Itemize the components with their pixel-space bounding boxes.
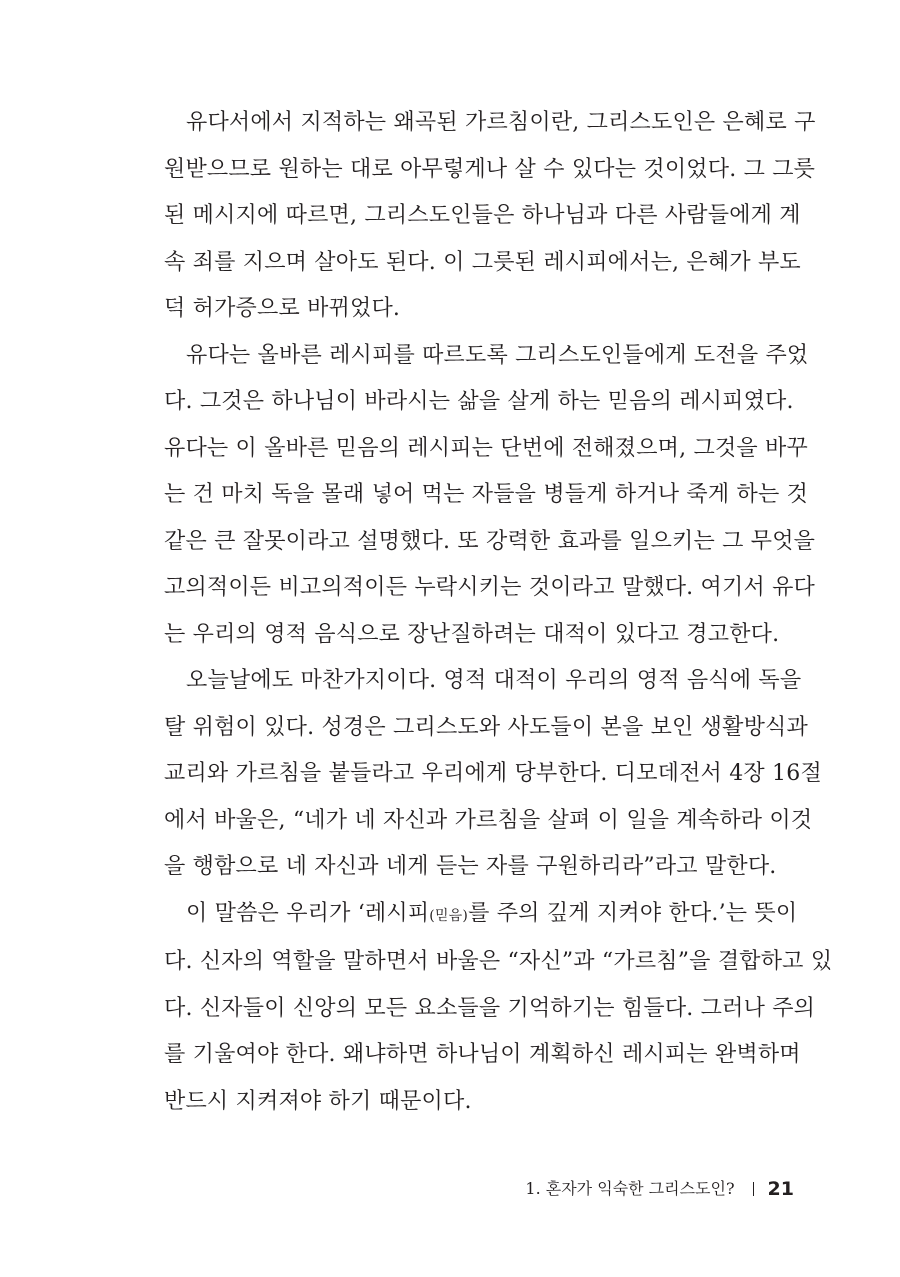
text-line: 유다서에서 지적하는 왜곡된 가르침이란, 그리스도인은 은혜로 구 [186,110,816,135]
footer-divider [753,1182,754,1196]
text-line: 에서 바울은, “네가 네 자신과 가르침을 살펴 이 일을 계속하라 이것 [164,807,813,833]
body-text [164,100,833,1125]
page-footer [525,1177,794,1201]
text-line: 을 행함으로 네 자신과 네게 듣는 자를 구원하리라”라고 말한다. [164,854,777,879]
text-line: 다. 신자의 역할을 말하면서 바울은 “자신”과 “가르침”을 결합하고 있 [164,949,833,974]
text-line: 탈 위험이 있다. 성경은 그리스도와 사도들이 본을 보인 생활방식과 [164,714,808,740]
text-line: 교리와 가르침을 붙들라고 우리에게 당부한다. 디모데전서 4장 16절 [164,761,822,786]
text-line: 같은 큰 잘못이라고 설명했다. 또 강력한 효과를 일으키는 그 무엇을 [164,528,816,554]
text-line: 덕 허가증으로 바뀌었다. [164,296,401,321]
text-line: 된 메시지에 따르면, 그리스도인들은 하나님과 다른 사람들에게 계 [164,203,801,228]
paragraph-1 [164,100,816,333]
text-line: 원받으므로 원하는 대로 아무렇게나 살 수 있다는 것이었다. 그 그릇 [164,156,816,182]
text-line [164,891,798,940]
paragraph-2 [164,333,816,659]
page-number: 21 [767,1178,794,1200]
text-segment: 이 말씀은 우리가 ‘레시피 [186,900,430,926]
text-segment: 를 주의 깊게 지켜야 한다.’는 뜻이 [468,900,798,926]
text-line: 유다는 올바른 레시피를 따르도록 그리스도인들에게 도전을 주었 [186,342,809,368]
text-line: 오늘날에도 마찬가지이다. 영적 대적이 우리의 영적 음식에 독을 [186,668,802,693]
text-line: 는 건 마치 독을 몰래 넣어 먹는 자들을 병들게 하거나 죽게 하는 것 [164,482,809,507]
text-line: 반드시 지켜져야 하기 때문이다. [164,1088,472,1114]
text-line: 를 기울여야 한다. 왜냐하면 하나님이 계획하신 레시피는 완벽하며 [164,1042,801,1067]
paragraph-4 [164,891,833,1126]
text-line: 고의적이든 비고의적이든 누락시키는 것이라고 말했다. 여기서 유다 [164,575,816,600]
text-line: 유다는 이 올바른 믿음의 레시피는 단번에 전해졌으며, 그것을 바꾸 [164,435,808,461]
small-annotation: (믿음) [429,907,469,924]
text-line: 는 우리의 영적 음식으로 장난질하려는 대적이 있다고 경고한다. [164,621,780,647]
text-line: 속 죄를 지으며 살아도 된다. 이 그릇된 레시피에서는, 은혜가 부도 [164,249,801,275]
text-line: 다. 신자들이 신앙의 모든 요소들을 기억하기는 힘들다. 그러나 주의 [164,995,816,1021]
text-line: 다. 그것은 하나님이 바라시는 삶을 살게 하는 믿음의 레시피였다. [164,389,794,414]
chapter-title: 1. 혼자가 익숙한 그리스도인? [525,1179,735,1198]
paragraph-3 [164,658,822,891]
